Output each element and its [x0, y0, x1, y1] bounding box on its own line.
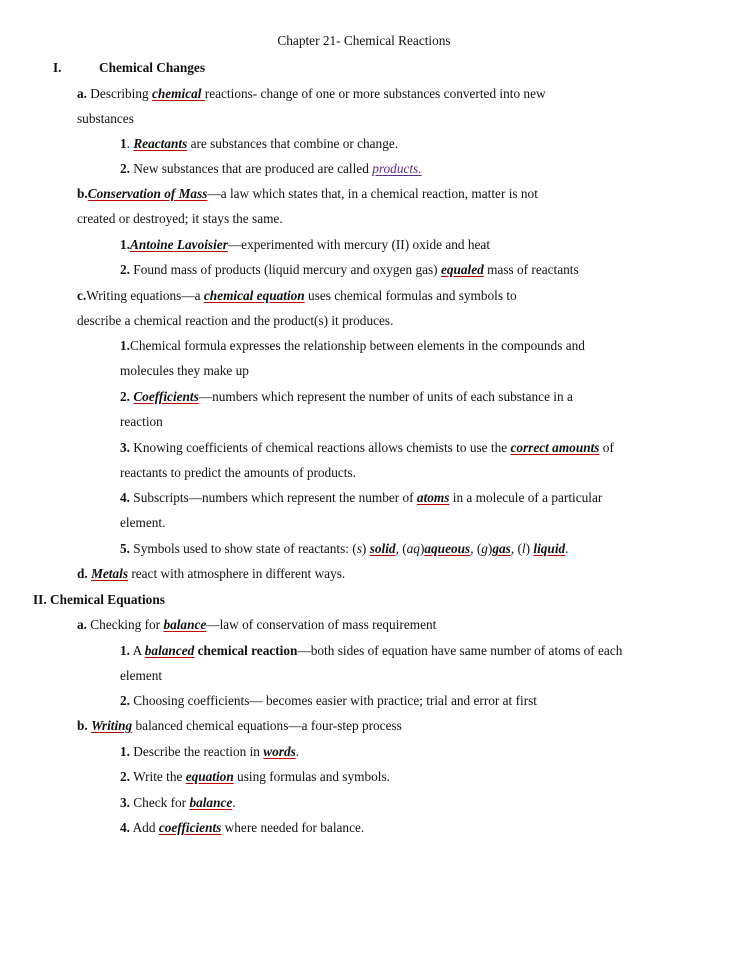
s1-a-text-2: reactions- change of one or more substances converted into new [204, 86, 546, 101]
keyword-balanced: balanced [144, 643, 195, 658]
period: . [295, 744, 300, 759]
item-number: 2. [120, 262, 130, 277]
item-text-2: in a molecule of a particular [449, 490, 603, 505]
state-symbol-g: g [481, 541, 488, 556]
s1-d-line [77, 566, 345, 582]
s2-b-item-2 [120, 769, 390, 785]
item-text: New substances that are produced are called [129, 161, 373, 176]
s2-b-item-3 [120, 795, 236, 811]
item-text: Chemical formula expresses the relationship between elements in the compounds and [129, 338, 585, 353]
keyword-products: products. [372, 161, 422, 176]
s2-b-line [77, 718, 402, 734]
item-text: Knowing coefficients of chemical reactions allows chemists to use the [129, 440, 511, 455]
s1-c-item-3 [120, 440, 614, 456]
item-number: 2. [120, 769, 130, 784]
s1-c-item-4-continuation: element. [120, 515, 166, 530]
item-number: 1. [120, 744, 130, 759]
paren: ) [525, 541, 534, 556]
page-title: Chapter 21- Chemical Reactions [277, 33, 451, 48]
s1-c-item-1 [120, 338, 585, 354]
item-text-2: using formulas and symbols. [233, 769, 390, 784]
s2-a-item-1 [120, 643, 622, 659]
s1-c-item-3-continuation: reactants to predict the amounts of products. [120, 465, 356, 480]
s1-c-item-4 [120, 490, 602, 506]
section-1-numeral: I. [53, 60, 62, 75]
item-number: 1 [120, 136, 127, 151]
s1-c-item-2-continuation: reaction [120, 414, 163, 429]
item-text: —numbers which represent the number of units of each substance in a [198, 389, 573, 404]
s1-b-item-1 [120, 237, 490, 253]
item-text: Subscripts—numbers which represent the number of [129, 490, 417, 505]
keyword-solid: solid [369, 541, 396, 556]
s1-c-label: c. [77, 288, 87, 303]
item-separator: . [126, 136, 134, 151]
comma: , ( [510, 541, 522, 556]
keyword-balance-step: balance [189, 795, 233, 810]
s1-c-text-1: Writing equations—a [86, 288, 204, 303]
s2-b-label: b. [77, 718, 88, 733]
s2-a-text-2: —law of conservation of mass requirement [206, 617, 437, 632]
keyword-reactants: Reactants [133, 136, 188, 151]
item-text-2: of [599, 440, 614, 455]
s1-c-item-1-continuation: molecules they make up [120, 363, 249, 378]
item-number: 1. [120, 338, 130, 353]
s2-a-item-2 [120, 693, 537, 709]
s1-b-label: b. [77, 186, 88, 201]
item-number: 2. [120, 389, 130, 404]
s2-a-label: a. [77, 617, 87, 632]
s1-b-continuation: created or destroyed; it stays the same. [77, 211, 283, 226]
item-text: Choosing coefficients— becomes easier with practice; trial and error at first [129, 693, 537, 708]
state-symbol-aq: aq [406, 541, 420, 556]
item-text: Check for [129, 795, 190, 810]
item-text-2: where needed for balance. [221, 820, 365, 835]
item-text: —experimented with mercury (II) oxide and heat [227, 237, 491, 252]
state-symbol-l: l [521, 541, 526, 556]
comma: , ( [470, 541, 482, 556]
paren: ) [487, 541, 493, 556]
item-number: 1. [120, 237, 130, 252]
s1-d-label: d. [77, 566, 88, 581]
item-number: 2. [120, 161, 130, 176]
s1-d-text: react with atmosphere in different ways. [128, 566, 346, 581]
item-number: 5. [120, 541, 130, 556]
s1-c-line [77, 288, 517, 304]
item-text-2: —both sides of equation have same number of atoms of each [297, 643, 623, 658]
s1-a-item-2 [120, 161, 422, 177]
s1-c-item-5 [120, 541, 569, 557]
s1-a-line [77, 86, 546, 102]
bold-chemical-reaction: chemical reaction [194, 643, 298, 658]
keyword-writing: Writing [91, 718, 133, 733]
item-number: 4. [120, 490, 130, 505]
s1-a-continuation: substances [77, 111, 134, 126]
item-text: Describe the reaction in [129, 744, 264, 759]
item-number: 3. [120, 795, 130, 810]
period: . [232, 795, 236, 810]
s1-b-text: —a law which states that, in a chemical reaction, matter is not [207, 186, 538, 201]
item-number: 3. [120, 440, 130, 455]
item-number: 1. [120, 643, 130, 658]
s1-c-text-2: uses chemical formulas and symbols to [304, 288, 517, 303]
s1-a-text-1: Describing [86, 86, 152, 101]
comma: , ( [395, 541, 407, 556]
keyword-equation: equation [185, 769, 234, 784]
keyword-liquid: liquid [533, 541, 566, 556]
item-text: A [129, 643, 145, 658]
item-text: Symbols used to show state of reactants: ( [129, 541, 357, 556]
keyword-equaled: equaled [440, 262, 484, 277]
item-text: Found mass of products (liquid mercury and oxygen gas) [129, 262, 441, 277]
paren: ) [419, 541, 425, 556]
keyword-antoine-lavoisier: Antoine Lavoisier [129, 237, 228, 252]
keyword-atoms: atoms [416, 490, 450, 505]
section-1-heading: Chemical Changes [99, 60, 206, 75]
keyword-chemical-equation: chemical equation [203, 288, 305, 303]
keyword-coefficients-step: coefficients [158, 820, 222, 835]
s1-c-continuation: describe a chemical reaction and the product(s) it produces. [77, 313, 394, 328]
item-text: Add [129, 820, 159, 835]
s1-c-item-2 [120, 389, 573, 405]
keyword-chemical: chemical [151, 86, 205, 101]
period: . [565, 541, 569, 556]
s2-b-text: balanced chemical equations—a four-step process [132, 718, 402, 733]
item-number: 4. [120, 820, 130, 835]
item-text: are substances that combine or change. [187, 136, 399, 151]
s1-a-label: a. [77, 86, 87, 101]
s2-a-text-1: Checking for [86, 617, 164, 632]
s2-b-item-1 [120, 744, 299, 760]
keyword-metals: Metals [91, 566, 128, 581]
keyword-coefficients: Coefficients [133, 389, 199, 404]
s1-b-line [77, 186, 538, 202]
item-text-2: mass of reactants [483, 262, 579, 277]
s2-b-item-4 [120, 820, 364, 836]
keyword-words: words [263, 744, 296, 759]
s1-b-item-2 [120, 262, 579, 278]
item-text: Write the [129, 769, 186, 784]
s1-a-item-1 [120, 136, 398, 152]
keyword-aqueous: aqueous [424, 541, 471, 556]
keyword-gas: gas [492, 541, 511, 556]
keyword-balance: balance [163, 617, 207, 632]
section-2-heading: II. Chemical Equations [33, 592, 165, 607]
keyword-correct-amounts: correct amounts [510, 440, 600, 455]
keyword-conservation-of-mass: Conservation of Mass [87, 186, 208, 201]
state-symbol-s: s [356, 541, 362, 556]
s2-a-line [77, 617, 436, 633]
item-number: 2. [120, 693, 130, 708]
paren: ) [361, 541, 370, 556]
s2-a-item-1-continuation: element [120, 668, 163, 683]
